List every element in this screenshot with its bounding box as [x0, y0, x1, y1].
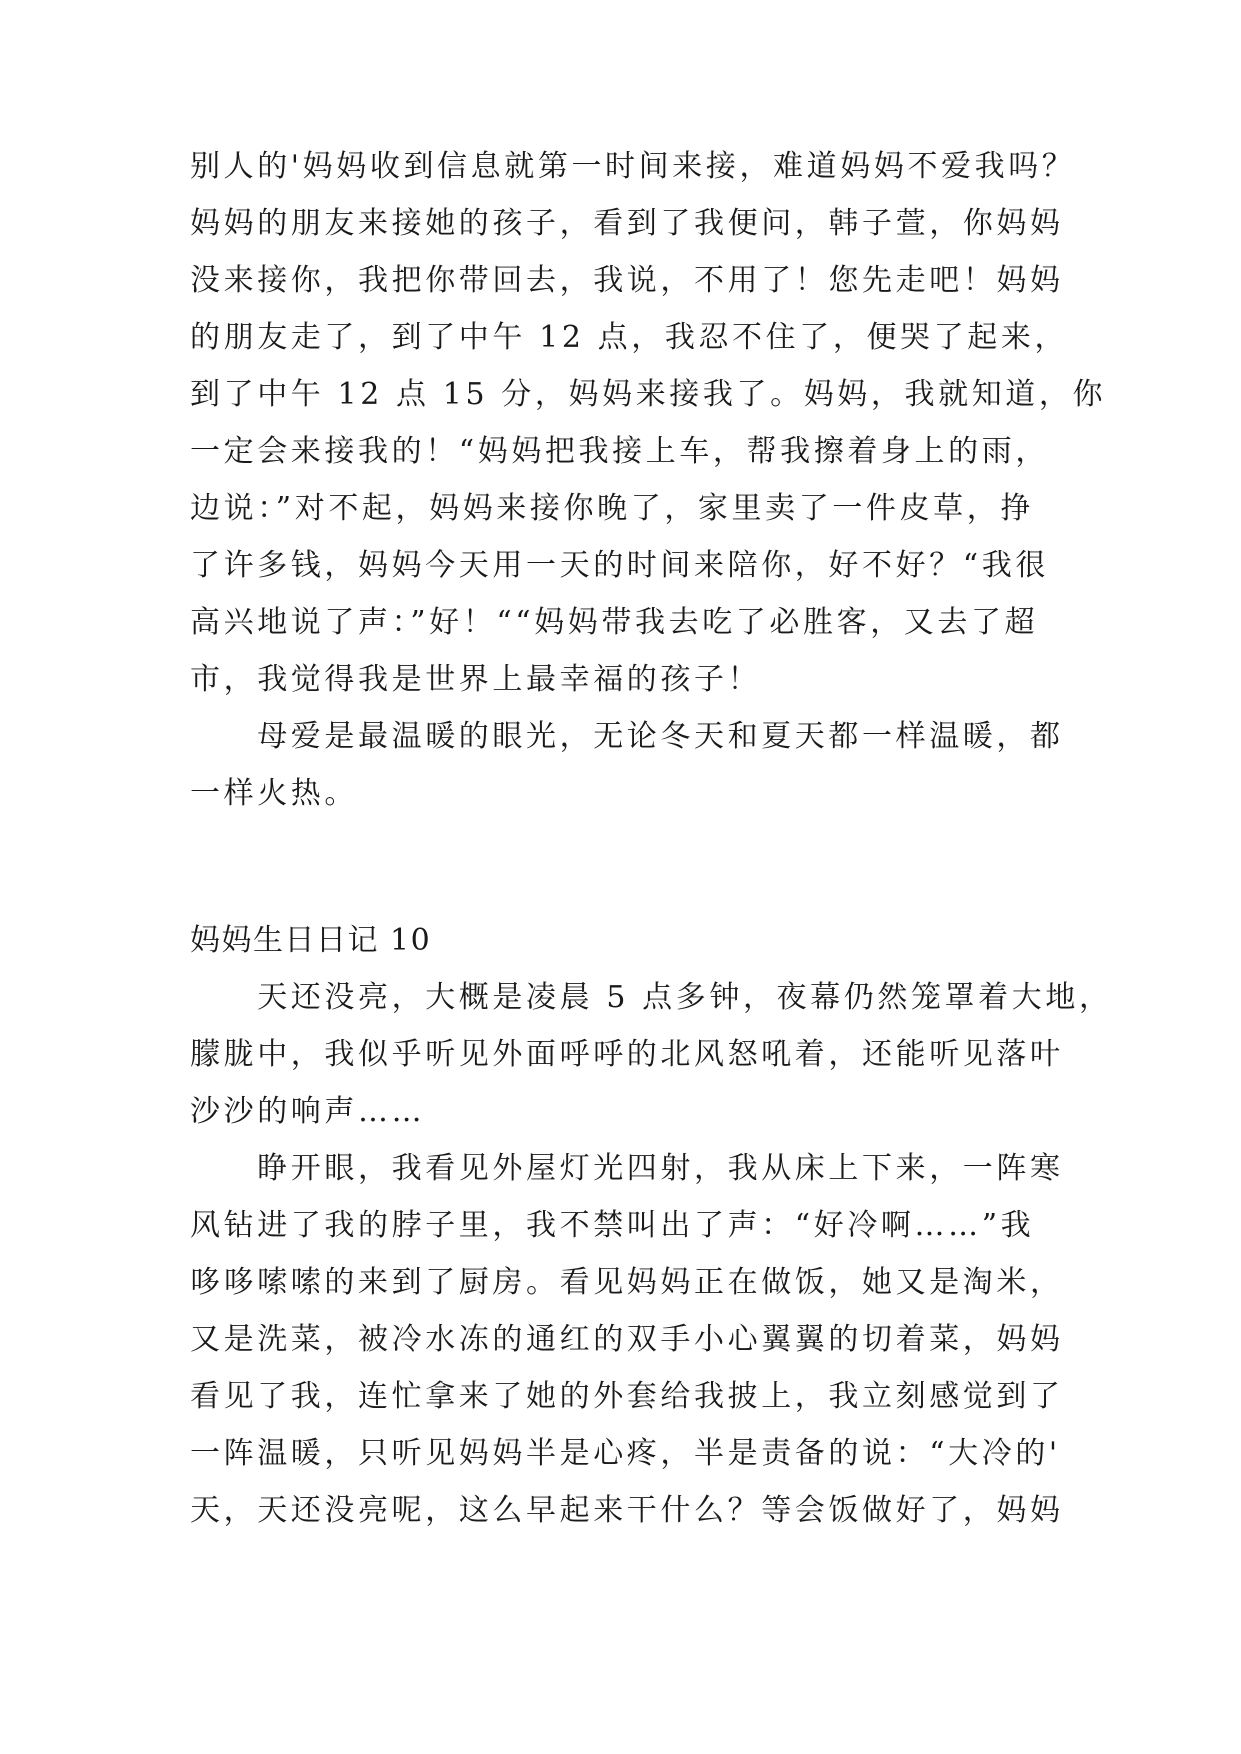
- text-line: 看见了我，连忙拿来了她的外套给我披上，我立刻感觉到了: [190, 1379, 1064, 1414]
- text-line: 风钻进了我的脖子里，我不禁叫出了声：“好冷啊……”我: [190, 1208, 1035, 1243]
- text-line: 一样火热。: [190, 776, 358, 811]
- text-line: 别人的'妈妈收到信息就第一时间来接，难道妈妈不爱我吗？: [190, 149, 1076, 184]
- text-line: 又是洗菜，被冷水冻的通红的双手小心翼翼的切着菜，妈妈: [190, 1322, 1064, 1357]
- text-line: 的朋友走了，到了中午 12 点，我忍不住了，便哭了起来，: [190, 320, 1069, 355]
- text-line: 朦胧中，我似乎听见外面呼呼的北风怒吼着，还能听见落叶: [190, 1037, 1064, 1072]
- text-line: 了许多钱，妈妈今天用一天的时间来陪你，好不好？“我很: [190, 548, 1049, 583]
- text-line: 睁开眼，我看见外屋灯光四射，我从床上下来，一阵寒: [190, 1151, 1064, 1186]
- text-line: 到了中午 12 点 15 分，妈妈来接我了。妈妈，我就知道，你: [190, 377, 1107, 412]
- text-line: 一阵温暖，只听见妈妈半是心疼，半是责备的说：“大冷的': [190, 1436, 1061, 1471]
- text-line: 高兴地说了声：”好！““妈妈带我去吃了必胜客，又去了超: [190, 605, 1039, 640]
- text-line: 市，我觉得我是世界上最幸福的孩子！: [190, 662, 762, 697]
- text-line: 沙沙的响声……: [190, 1094, 426, 1129]
- text-line: 一定会来接我的！“妈妈把我接上车，帮我擦着身上的雨，: [190, 434, 1049, 469]
- story-continuation: [190, 138, 1107, 822]
- text-line: 哆哆嗦嗦的来到了厨房。看见妈妈正在做饭，她又是淘米，: [190, 1265, 1064, 1300]
- text-line: 天，天还没亮呢，这么早起来干什么？等会饭做好了，妈妈: [190, 1493, 1064, 1528]
- diary-heading: 妈妈生日日记 10: [190, 923, 432, 958]
- text-line: 天还没亮，大概是凌晨 5 点多钟，夜幕仍然笼罩着大地，: [190, 980, 1113, 1015]
- text-line: 母爱是最温暖的眼光，无论冬天和夏天都一样温暖，都: [190, 719, 1064, 754]
- diary-body: [190, 969, 1113, 1539]
- text-line: 妈妈的朋友来接她的孩子，看到了我便问，韩子萱，你妈妈: [190, 206, 1064, 241]
- text-line: 没来接你，我把你带回去，我说，不用了！您先走吧！妈妈: [190, 263, 1064, 298]
- text-line: 边说：”对不起，妈妈来接你晚了，家里卖了一件皮草，挣: [190, 491, 1034, 526]
